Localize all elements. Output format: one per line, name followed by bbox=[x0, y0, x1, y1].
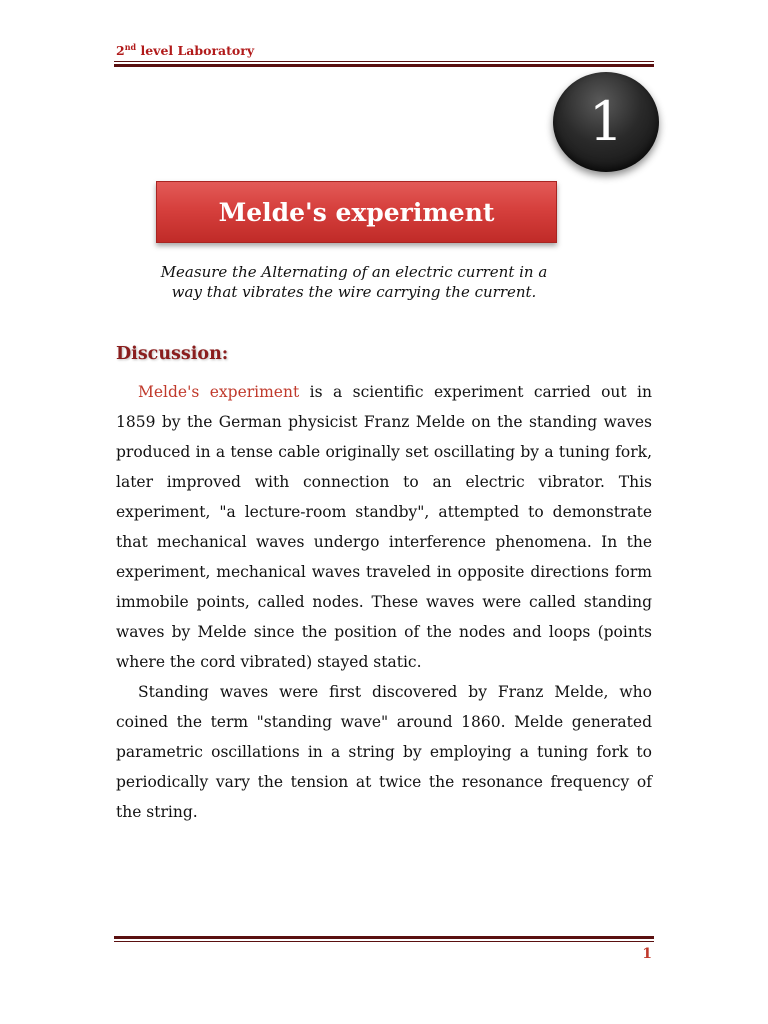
level-number: 2 bbox=[116, 43, 125, 59]
paragraph-text: is a scientific experiment carried out in 1859 by the German physicist Franz Melde on the standing waves produced in a tense cable originally set oscillating by a tuning fork, later improved with connection to an electric vibrator. This experiment, "a lecture-room standby", attempted to demonstrate that mechanical waves undergo interference phenomena. In the experiment, mechanical waves traveled in opposite directions form immobile points, called nodes. These waves were called standing waves by Melde since the position of the nodes and loops (points where the cord vibrated) stayed static. bbox=[116, 383, 652, 671]
footer-rule bbox=[114, 936, 654, 942]
title-banner bbox=[156, 181, 557, 243]
subtitle: Measure the Alternating of an electric current in a way that vibrates the wire carrying the current. bbox=[160, 263, 548, 301]
discussion-body bbox=[116, 377, 652, 827]
paragraph: Standing waves were first discovered by Franz Melde, who coined the term "standing wave" around 1860. Melde generated parametric oscillations in a string by employing a tuning fork to periodically vary the tension at twice the resonance frequency of the string. bbox=[116, 683, 652, 821]
level-text: level Laboratory bbox=[136, 43, 255, 59]
chapter-number: 1 bbox=[588, 90, 624, 153]
paragraph bbox=[116, 377, 652, 677]
header-rule bbox=[114, 61, 654, 67]
page-number: 1 bbox=[642, 946, 652, 962]
running-header bbox=[116, 42, 254, 58]
page-title: Melde's experiment bbox=[218, 197, 495, 227]
highlighted-term: Melde's experiment bbox=[138, 383, 300, 401]
level-suffix: nd bbox=[124, 42, 137, 52]
discussion-heading: Discussion: bbox=[116, 344, 229, 364]
chapter-number-badge bbox=[553, 72, 659, 172]
